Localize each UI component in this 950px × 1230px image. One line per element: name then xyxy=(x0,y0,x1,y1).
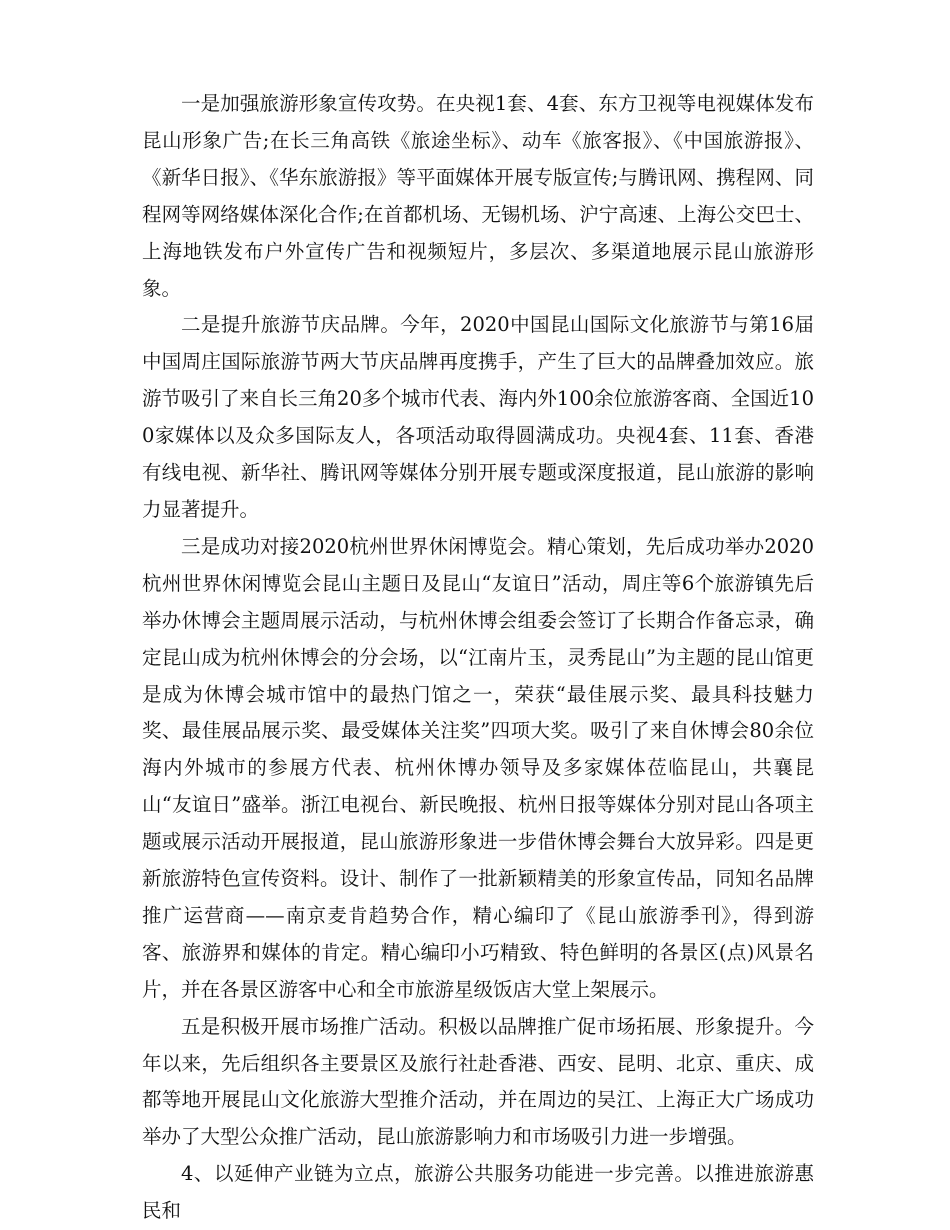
paragraph-promotion-campaign: 一是加强旅游形象宣传攻势。在央视1套、4套、东方卫视等电视媒体发布昆山形象广告;在长三角高铁《旅途坐标》、动车《旅客报》、《中国旅游报》、《新华日报》、《华东旅游报》等平面媒体开展专版宣传;与腾讯网、携程网、同程网等网络媒体深化合作;在首都机场、无锡机场、沪宁高速、上海公交巴士、上海地铁发布户外宣传广告和视频短片，多层次、多渠道地展示昆山旅游形象。 xyxy=(142,92,814,300)
paragraph-leisure-expo: 三是成功对接2020杭州世界休闲博览会。精心策划，先后成功举办2020杭州世界休闲博览会昆山主题日及昆山“友谊日”活动，周庄等6个旅游镇先后举办休博会主题周展示活动，与杭州休博会组委会签订了长期合作备忘录，确定昆山成为杭州休博会的分会场，以“江南片玉，灵秀昆山”为主题的昆山馆更是成为休博会城市馆中的最热门馆之一，荣获“最佳展示奖、最具科技魅力奖、最佳展品展示奖、最受媒体关注奖”四项大奖。吸引了来自休博会80余位海内外城市的参展方代表、杭州休博办领导及多家媒体莅临昆山，共襄昆山“友谊日”盛举。浙江电视台、新民晚报、杭州日报等媒体分别对昆山各项主题或展示活动开展报道，昆山旅游形象进一步借休博会舞台大放异彩。四是更新旅游特色宣传资料。设计、制作了一批新颖精美的形象宣传品，同知名品牌推广运营商——南京麦肯趋势合作，精心编印了《昆山旅游季刊》，得到游客、旅游界和媒体的肯定。精心编印小巧精致、特色鲜明的各景区(点)风景名片，并在各景区游客中心和全市旅游星级饭店大堂上架展示。 xyxy=(142,534,814,1001)
document-body xyxy=(142,86,814,1230)
paragraph-market-promotion: 五是积极开展市场推广活动。积极以品牌推广促市场拓展、形象提升。今年以来，先后组织各主要景区及旅行社赴香港、西安、昆明、北京、重庆、成都等地开展昆山文化旅游大型推介活动，并在周边的吴江、上海正大广场成功举办了大型公众推广活动，昆山旅游影响力和市场吸引力进一步增强。 xyxy=(142,1014,814,1149)
paragraph-public-services: 4、以延伸产业链为立点，旅游公共服务功能进一步完善。以推进旅游惠民和 xyxy=(142,1162,814,1223)
paragraph-festival-brand: 二是提升旅游节庆品牌。今年，2020中国昆山国际文化旅游节与第16届中国周庄国际旅游节两大节庆品牌再度携手，产生了巨大的品牌叠加效应。旅游节吸引了来自长三角20多个城市代表、海内外100余位旅游客商、全国近100家媒体以及众多国际友人，各项活动取得圆满成功。央视4套、11套、香港有线电视、新华社、腾讯网等媒体分别开展专题或深度报道，昆山旅游的影响力显著提升。 xyxy=(142,313,814,521)
